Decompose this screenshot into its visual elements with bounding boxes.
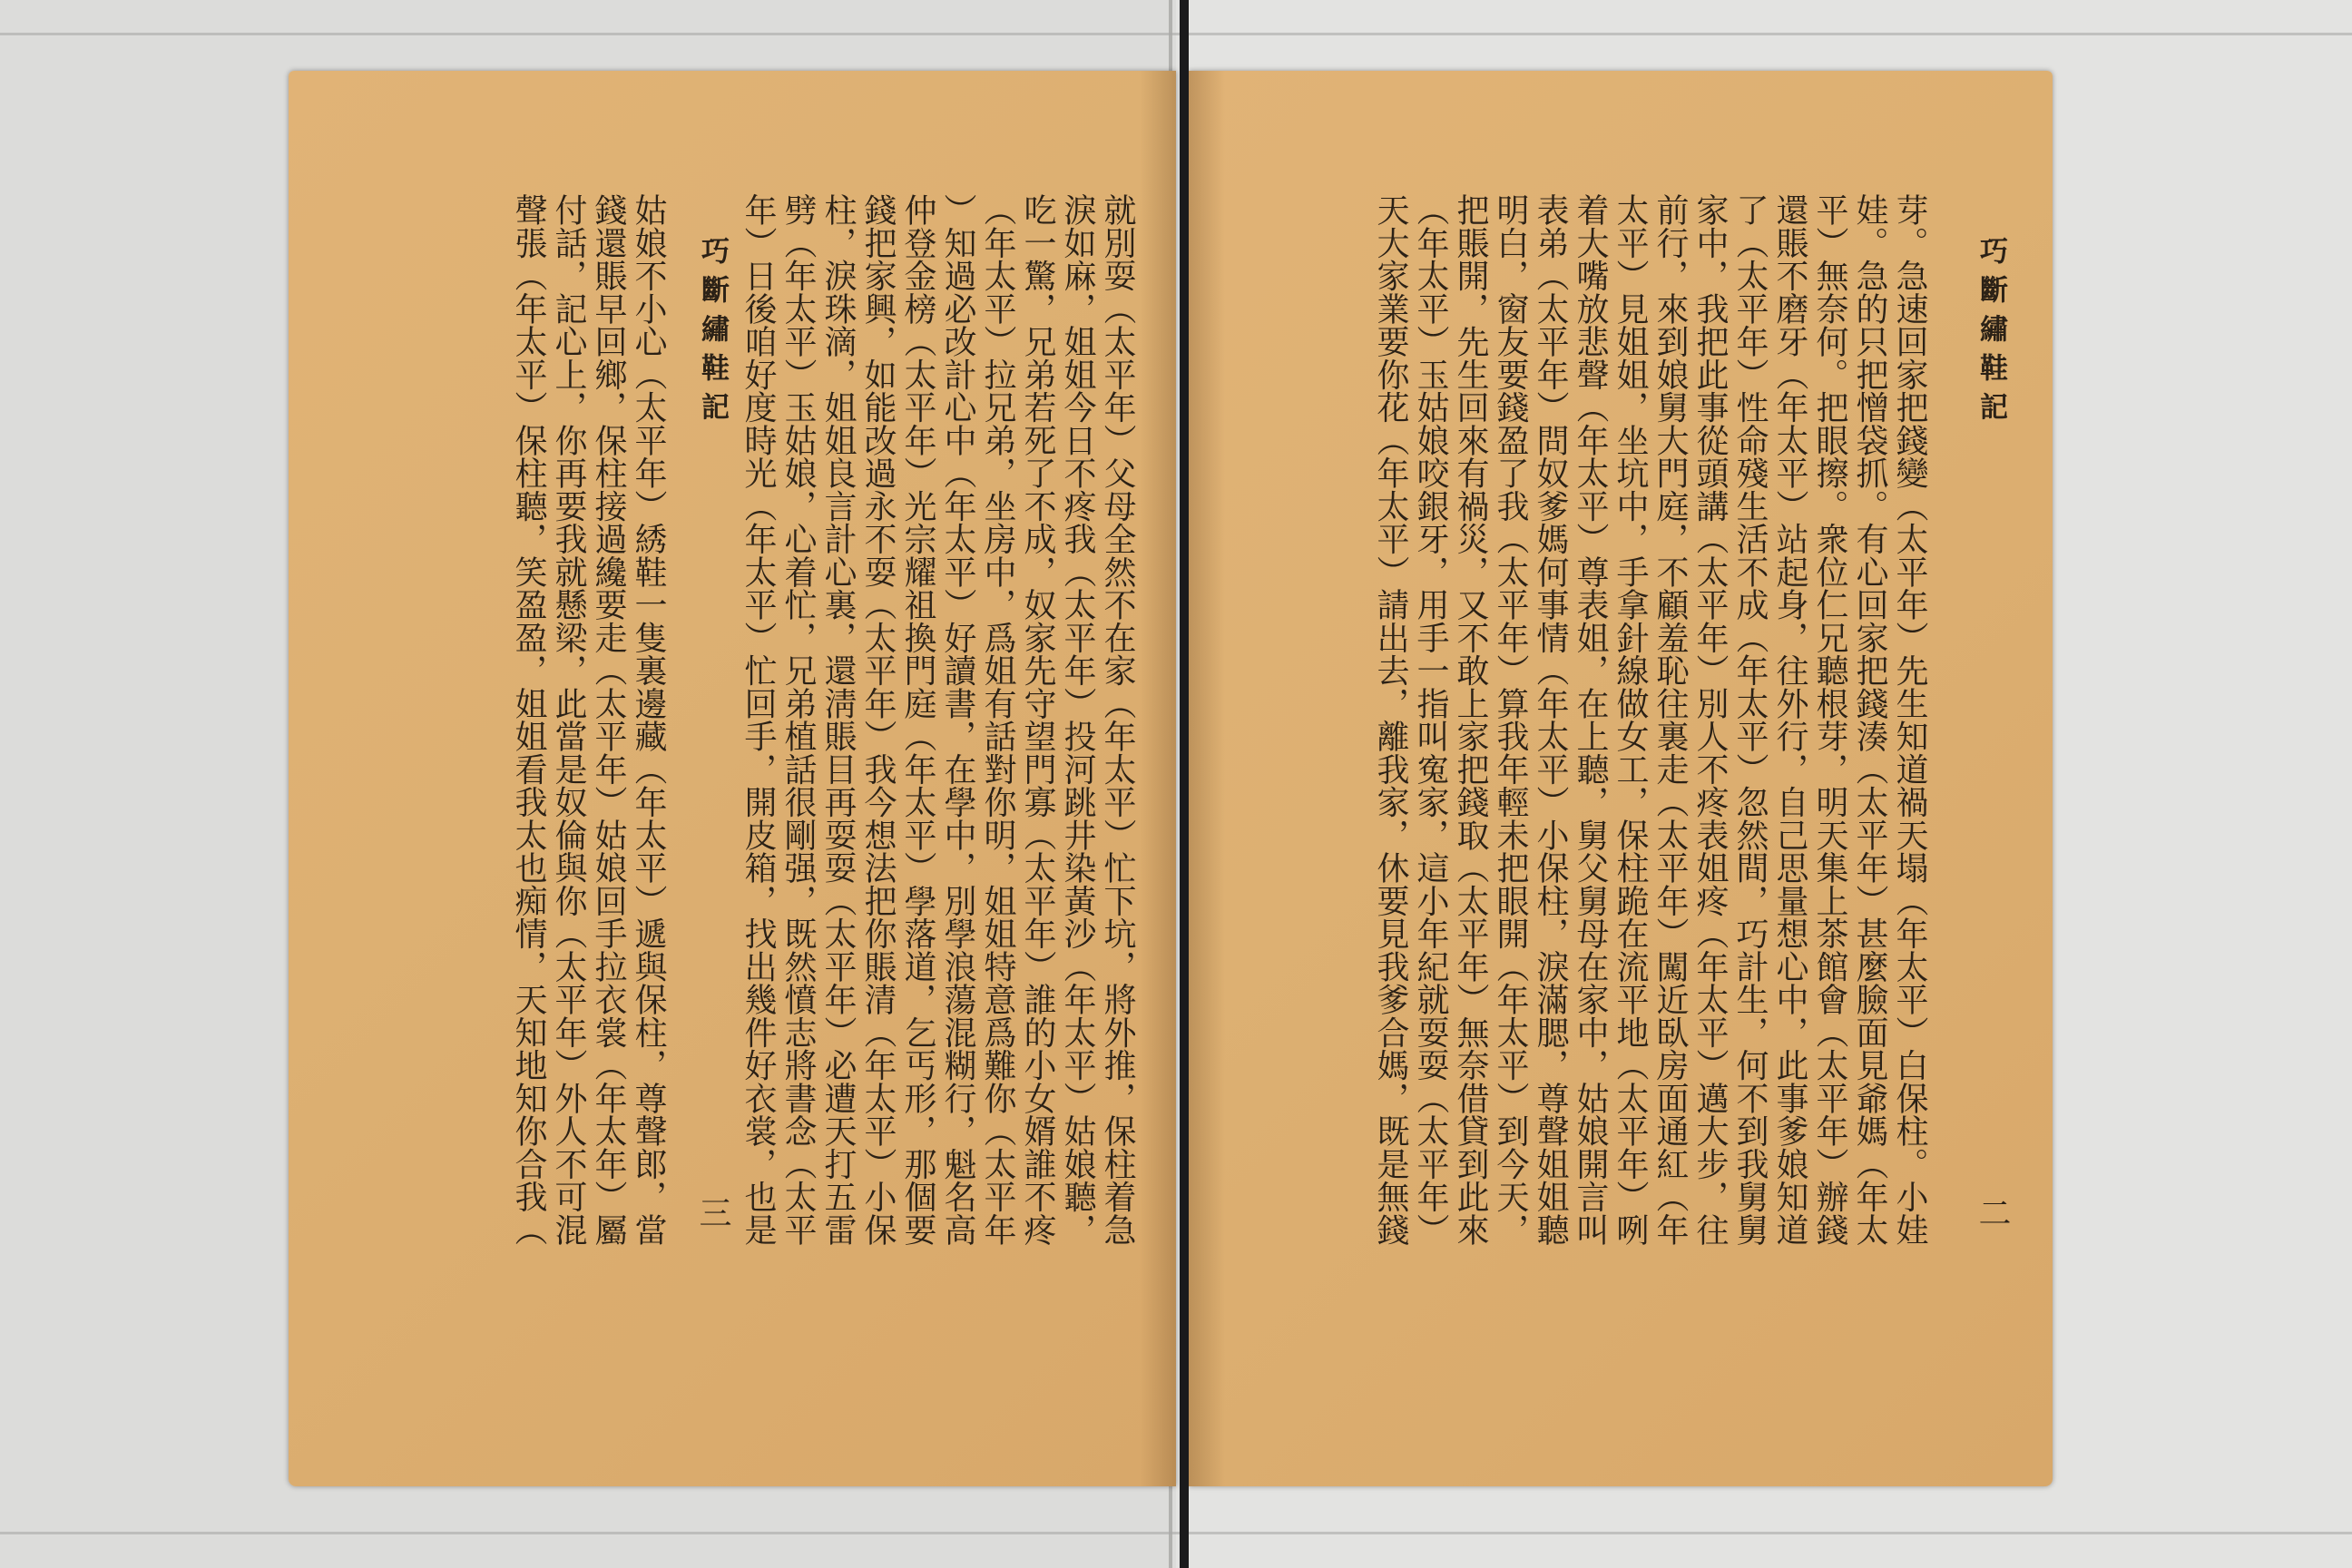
left-page-folio: 三: [694, 1196, 731, 1229]
right-text-column: 前行，來到娘舅大門庭，不顧羞恥往裏走（太平年）闖近臥房面通紅（年: [1651, 193, 1689, 1246]
left-text-column: 淚如麻，姐姐今日不疼我（太平年）投河跳井染黃沙（年太平）姑娘聽，: [1059, 193, 1096, 1246]
left-text-column: 劈（年太平）玉姑娘，心着忙，兄弟植話很剛强，既然憤志將書念（太平: [779, 193, 817, 1246]
right-text-column: 平）無奈何。把眼擦。衆位仁兄聽根芽，明天集上茶館會（太平年）辦錢: [1811, 193, 1848, 1246]
left-text-column: （年太平）拉兄弟，坐房中，爲姐有話對你明，姐姐特意爲難你（太平年: [979, 193, 1016, 1246]
left-text-column: ）知過必改計心中（年太平）好讀書，在學中，別學浪蕩混糊行，魁名高: [939, 193, 976, 1246]
right-text-column: 着大嘴放悲聲（年太平）尊表姐，在上聽，舅父舅母在家中，姑娘開言叫: [1572, 193, 1609, 1246]
right-gutter-shadow: [1189, 71, 1225, 1486]
left-text-column: 付話，記心上，你再要我就懸梁，此當是奴倫與你（太平年）外人不可混: [550, 193, 587, 1246]
right-text-column: 還賬不磨牙（年太平）站起身，往外行，自己思量想心中，此事爹娘知道: [1771, 193, 1808, 1246]
left-gutter-shadow: [1140, 71, 1176, 1486]
right-text-column: 明白，窗友要錢盈了我（太平年）算我年輕未把眼開（年太平）到今天，: [1492, 193, 1529, 1246]
right-text-column: 娃。急的只把憎袋抓。有心回家把錢湊（太平年）甚麼臉面見爺媽（年太: [1851, 193, 1888, 1246]
left-page-header: 巧斷繡鞋記: [696, 236, 729, 431]
right-page-header: 巧斷繡鞋記: [1975, 236, 2007, 431]
background-grid-line: [0, 33, 2352, 35]
right-text-column: （年太平）玉姑娘咬銀牙，用手一指叫寃家，這小年紀就耍耍（太平年）: [1412, 193, 1449, 1246]
right-page-folio: 二: [1974, 1196, 2011, 1229]
right-text-column: 表弟（太平年）問奴爹媽何事情（年太平）小保柱，淚滿腮，尊聲姐姐聽: [1532, 193, 1569, 1246]
right-text-column: 家中，我把此事從頭講（太平年）別人不疼表姐疼（年太平）邁大步，往: [1691, 193, 1729, 1246]
left-text-column: 姑娘不小心（太平年）綉鞋一隻裏邊藏（年太平）遞與保柱，尊聲郎，當: [630, 193, 667, 1246]
right-page: [1189, 71, 2053, 1486]
left-text-column: 柱，淚珠滴，姐姐良言計心裏，還淸賬目再耍耍（太平年）必遭天打五雷: [819, 193, 857, 1246]
right-text-column: 了（太平年）性命殘生活不成（年太平）忽然間，巧計生，何不到我舅舅: [1731, 193, 1769, 1246]
left-text-column: 就別耍（太平年）父母全然不在家（年太平）忙下坑，將外推，保柱着急: [1099, 193, 1136, 1246]
left-page: [289, 71, 1176, 1486]
left-text-column: 錢把家興，如能改過永不耍（太平年）我今想法把你賬清（年太平）小保: [859, 193, 897, 1246]
left-text-column: 仲登金榜（太平年）光宗耀祖換門庭（年太平）學落道，乞丐形，那個要: [899, 193, 936, 1246]
right-text-column: 把賬開，先生回來有禍災，又不敢上家把錢取（太平年）無奈借貸到此來: [1452, 193, 1489, 1246]
right-text-column: 天大家業要你花（年太平）請出去，離我家，休要見我爹合媽，既是無錢: [1372, 193, 1409, 1246]
left-text-column: 吃一驚，兄弟若死了不成，奴家先守望門寡（太平年）誰的小女婿誰不疼: [1019, 193, 1056, 1246]
book-spine-divider: [1180, 0, 1189, 1568]
left-text-column: 年）日後咱好度時光（年太平）忙回手，開皮箱，找出幾件好衣裳，也是: [740, 193, 777, 1246]
background-grid-line: [0, 1532, 2352, 1534]
right-text-column: 芽。急速回家把錢變（太平年）先生知道禍天塌（年太平）白保柱。小娃: [1891, 193, 1928, 1246]
left-text-column: 聲張（年太平）保柱聽，笑盈盈，姐姐看我太也痴情，天知地知你合我（: [510, 193, 547, 1246]
right-text-column: 太平）見姐姐，坐坑中，手拿針線做女工，保柱跪在流平地（太平年）咧: [1612, 193, 1649, 1246]
left-text-column: 錢還賬早回鄉，保柱接過纔要走（太平年）姑娘回手拉衣裳（年太年）屬: [590, 193, 627, 1246]
